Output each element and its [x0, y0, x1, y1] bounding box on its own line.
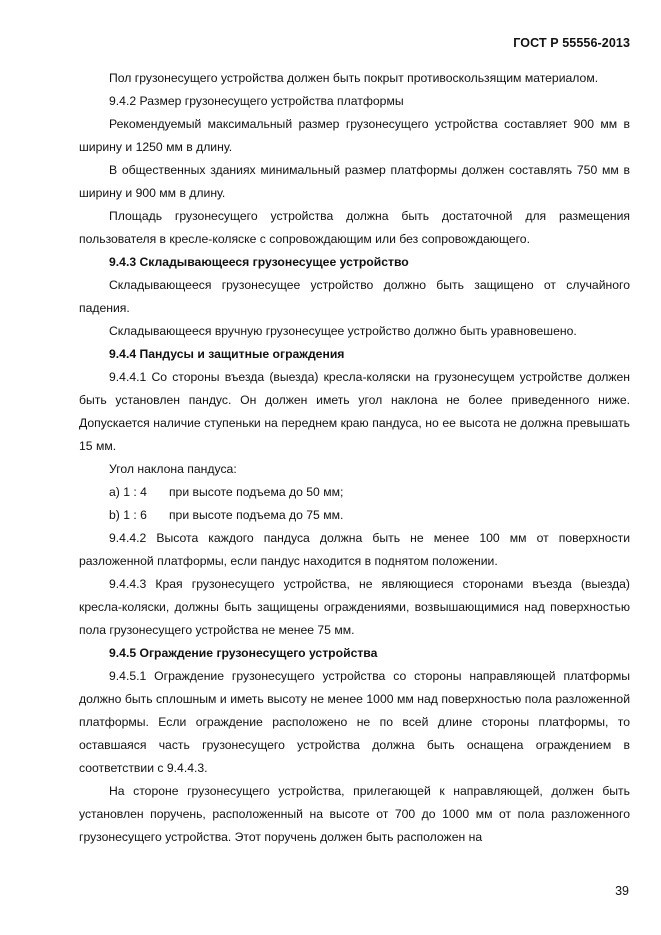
paragraph: 9.4.5.1 Ограждение грузонесущего устройства со стороны направляющей платформы должно быть сплошным и иметь высоту не менее 1000 мм над поверхностью пола разложенной платформы. Если ограждение расположено не по всей длине стороны платформы, то оставшаяся часть грузонесущего устройства должна быть оснащена ограждением в соответствии с 9.4.4.3.: [79, 669, 630, 775]
page-number: 39: [615, 884, 629, 898]
list-item-text: при высоте подъема до 50 мм;: [168, 485, 344, 499]
paragraph: Складывающееся вручную грузонесущее устройство должно быть уравновешено.: [109, 324, 577, 338]
paragraph: Угол наклона пандуса:: [109, 462, 237, 476]
list-item-ratio: b) 1 : 6: [109, 508, 147, 522]
list-item: [79, 481, 630, 504]
paragraph: В общественных зданиях минимальный размер платформы должен составлять 750 мм в ширину и 900 мм в длину.: [79, 163, 630, 200]
paragraph: Площадь грузонесущего устройства должна быть достаточной для размещения пользователя в кресле-коляске с сопровождающим или без сопровождающего.: [79, 209, 630, 246]
paragraph: 9.4.4.2 Высота каждого пандуса должна быть не менее 100 мм от поверхности разложенной платформы, если пандус находится в поднятом положении.: [79, 531, 630, 568]
section-heading: 9.4.3 Складывающееся грузонесущее устройство: [109, 255, 409, 269]
paragraph: На стороне грузонесущего устройства, прилегающей к направляющей, должен быть установлен поручень, расположенный на высоте от 700 до 1000 мм от пола разложенного грузонесущего устройства. Этот поручень должен быть расположен на: [79, 784, 630, 844]
section-heading: 9.4.4 Пандусы и защитные ограждения: [109, 347, 345, 361]
list-item: [79, 504, 630, 527]
section-heading: 9.4.5 Ограждение грузонесущего устройства: [109, 646, 378, 660]
page-body: [79, 67, 630, 849]
subsection-title: 9.4.2 Размер грузонесущего устройства платформы: [109, 94, 404, 108]
document-code: ГОСТ Р 55556-2013: [513, 36, 630, 50]
paragraph: Рекомендуемый максимальный размер грузонесущего устройства составляет 900 мм в ширину и 1250 мм в длину.: [79, 117, 630, 154]
paragraph: 9.4.4.3 Края грузонесущего устройства, не являющиеся сторонами въезда (выезда) кресла-коляски, должны быть защищены ограждениями, возвышающимися над поверхностью пола грузонесущего устройства не менее 75 мм.: [79, 577, 630, 637]
paragraph: Складывающееся грузонесущее устройство должно быть защищено от случайного падения.: [79, 278, 630, 315]
list-item-ratio: а) 1 : 4: [109, 485, 147, 499]
list-item-text: при высоте подъема до 75 мм.: [168, 508, 344, 522]
paragraph: Пол грузонесущего устройства должен быть покрыт противоскользящим материалом.: [109, 71, 599, 85]
paragraph: 9.4.4.1 Со стороны въезда (выезда) кресла-коляски на грузонесущем устройстве должен быть установлен пандус. Он должен иметь угол наклона не более приведенного ниже. Допускается наличие ступеньки на переднем краю пандуса, но ее высота не должна превышать 15 мм.: [79, 370, 630, 453]
